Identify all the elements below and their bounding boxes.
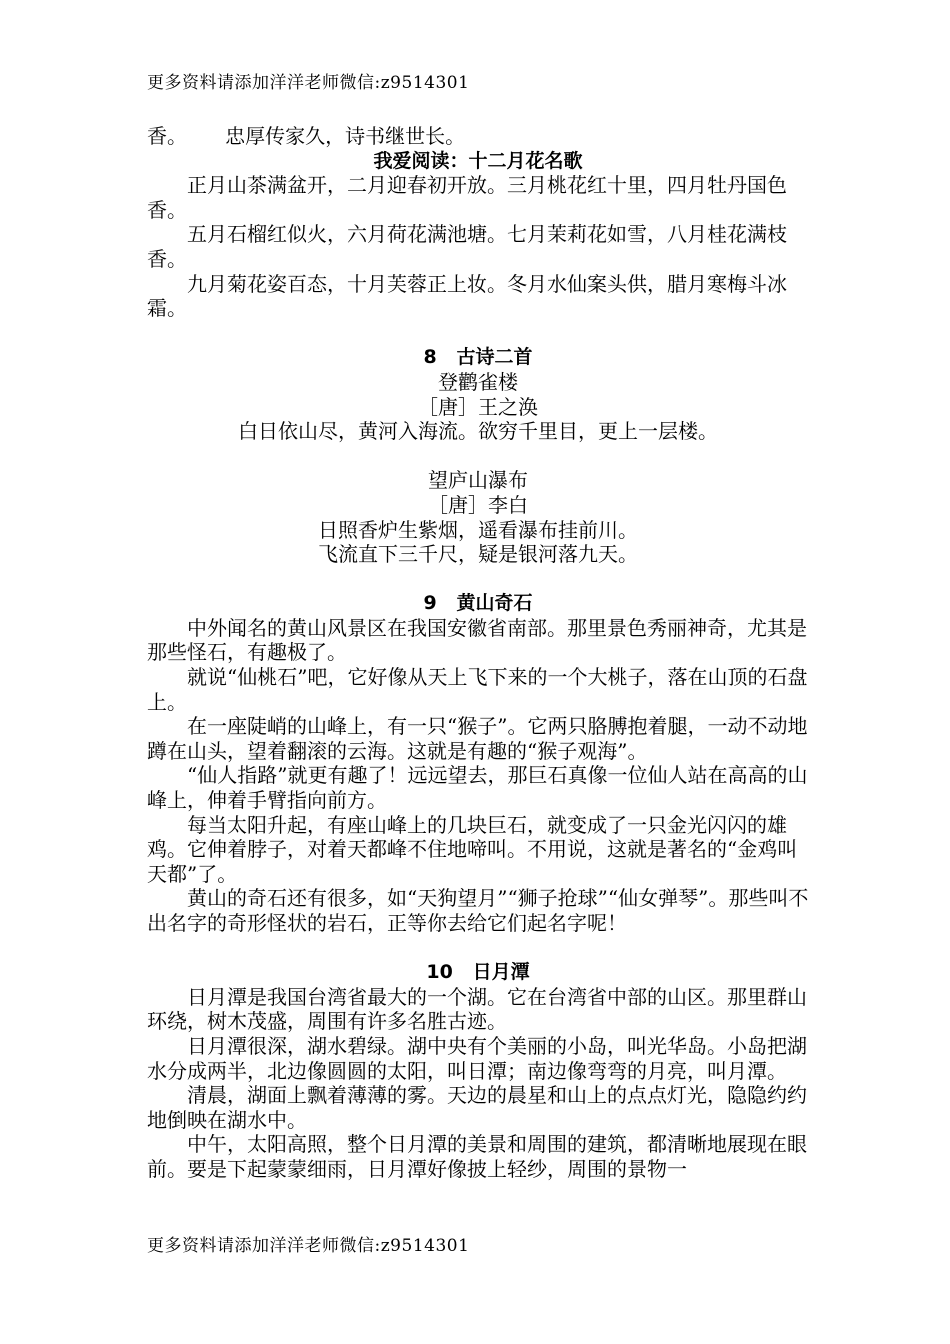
page-header: 更多资料请添加洋洋老师微信:z9514301 [147, 73, 470, 93]
poem1-line: 白日依山尽，黄河入海流。欲穷千里目，更上一层楼。 [238, 419, 718, 444]
lesson9-paragraph: 就说“仙桃石”吧，它好像从天上飞下来的一个大桃子，落在山顶的石盘上。 [147, 665, 808, 714]
reading-paragraph: 正月山茶满盆开，二月迎春初开放。三月桃花红十里，四月牡丹国色香。 [147, 173, 787, 222]
reading-paragraph: 九月菊花姿百态，十月芙蓉正上妆。冬月水仙案头供，腊月寒梅斗冰霜。 [147, 271, 787, 321]
lesson8-title: 8 古诗二首 [423, 346, 533, 369]
lesson9-paragraph: “仙人指路”就更有趣了！远远望去，那巨石真像一位仙人站在高高的山峰上，伸着手臂指向前方。 [147, 763, 808, 813]
lesson9-paragraph: 中外闻名的黄山风景区在我国安徽省南部。那里景色秀丽神奇，尤其是那些怪石，有趣极了。 [147, 615, 807, 665]
page-footer: 更多资料请添加洋洋老师微信:z9514301 [147, 1236, 470, 1256]
poem1-author: ［唐］王之涣 [418, 394, 538, 419]
lesson10-paragraph: 清晨，湖面上飘着薄薄的雾。天边的晨星和山上的点点灯光，隐隐约约地倒映在湖水中。 [147, 1083, 807, 1132]
reading-title: 我爱阅读：十二月花名歌 [373, 149, 583, 172]
lesson9-paragraph: 黄山的奇石还有很多，如“天狗望月”“狮子抢球”“仙女弹琴”。那些叫不出名字的奇形怪状的岩石，正等你去给它们起名字呢！ [147, 886, 809, 935]
lesson9-paragraph: 每当太阳升起，有座山峰上的几块巨石，就变成了一只金光闪闪的雄鸡。它伸着脖子，对着天都峰不住地啼叫。不用说，这就是著名的“金鸡叫天都”了。 [147, 812, 798, 886]
lesson9-paragraph: 在一座陡峭的山峰上，有一只“猴子”。它两只胳膊抱着腿，一动不动地蹲在山头，望着翻滚的云海。这就是有趣的“猴子观海”。 [147, 714, 808, 763]
lesson10-paragraph: 日月潭是我国台湾省最大的一个湖。它在台湾省中部的山区。那里群山环绕，树木茂盛，周围有许多名胜古迹。 [147, 984, 807, 1034]
lesson10-paragraph: 日月潭很深，湖水碧绿。湖中央有个美丽的小岛，叫光华岛。小岛把湖水分成两半，北边像圆圆的太阳，叫日潭；南边像弯弯的月亮，叫月潭。 [147, 1033, 807, 1083]
intro-line: 香。 忠厚传家久，诗书继世长。 [147, 124, 466, 148]
poem2-line: 飞流直下三千尺，疑是银河落九天。 [318, 542, 638, 567]
poem2-line: 日照香炉生紫烟，遥看瀑布挂前川。 [318, 517, 638, 542]
poem2-author: ［唐］李白 [428, 492, 528, 517]
poem1-name: 登鹳雀楼 [438, 369, 518, 394]
lesson10-paragraph: 中午，太阳高照，整个日月潭的美景和周围的建筑，都清晰地展现在眼前。要是下起蒙蒙细雨，日月潭好像披上轻纱，周围的景物一 [147, 1132, 807, 1181]
reading-paragraph: 五月石榴红似火，六月荷花满池塘。七月茉莉花如雪，八月桂花满枝香。 [147, 222, 787, 271]
lesson10-title: 10 日月潭 [426, 961, 530, 984]
document-body [147, 124, 809, 1182]
lesson9-title: 9 黄山奇石 [423, 592, 533, 615]
poem2-name: 望庐山瀑布 [428, 468, 528, 493]
